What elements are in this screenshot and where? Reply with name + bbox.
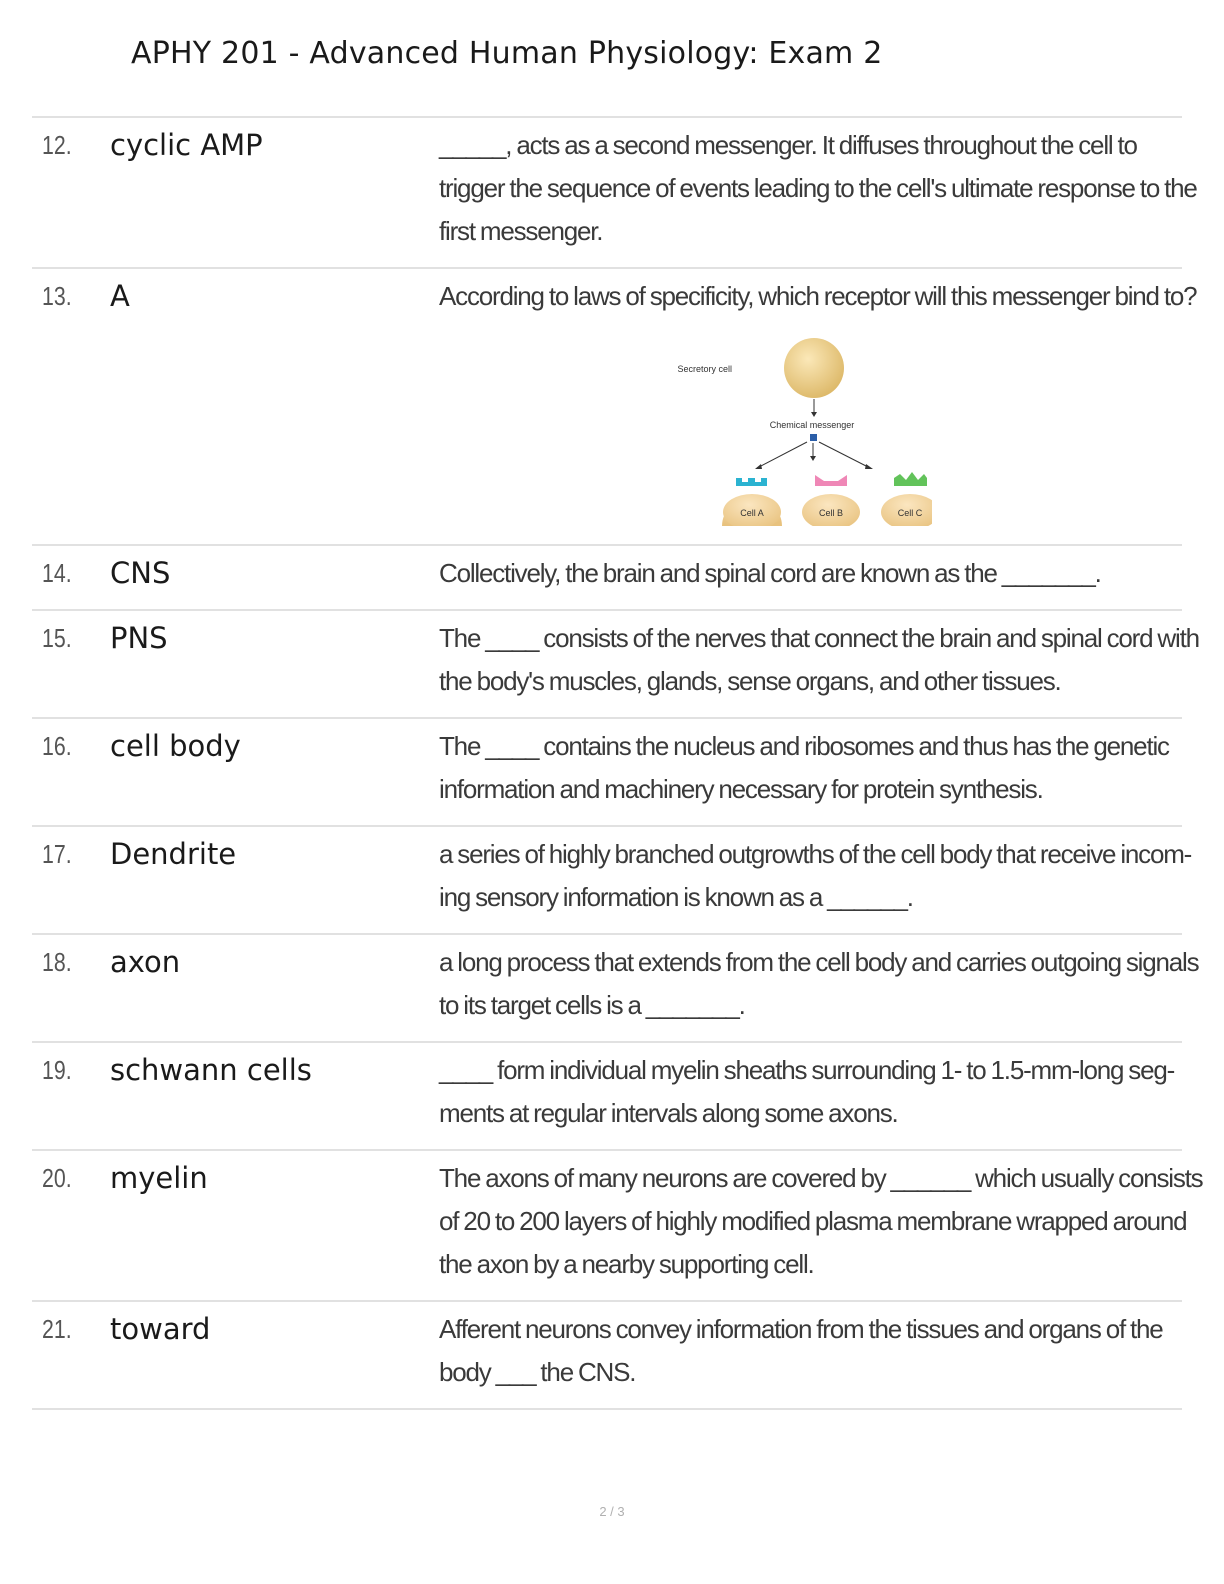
chemical-messenger-label: Chemical messenger	[769, 420, 855, 430]
cell-a-label: Cell A	[740, 508, 764, 518]
item-definition: Collectively, the brain and spinal cord are known as the _______.	[439, 558, 1101, 588]
arrow-head	[865, 464, 873, 469]
item-term: cell body	[110, 729, 241, 763]
page-title: APHY 201 - Advanced Human Physiology: Exam 2	[131, 36, 883, 71]
item-term: schwann cells	[110, 1053, 312, 1087]
cell-c-label: Cell C	[897, 508, 923, 518]
item-number: 17.	[42, 839, 72, 869]
item-definition: a series of highly branched outgrowths of the cell body that receive incom- ing sensory information is known as a ______.	[439, 839, 1192, 912]
item-definition: ____ form individual myelin sheaths surrounding 1- to 1.5-mm-long seg- ments at regular intervals along some axons.	[439, 1055, 1175, 1128]
list-item	[32, 825, 1192, 933]
page-number: 2 / 3	[599, 1504, 625, 1519]
item-definition: _____, acts as a second messenger. It diffuses throughout the cell to trigger the sequence of events leading to the cell's ultimate response to the first messenger.	[439, 130, 1197, 246]
list-item	[32, 609, 1199, 717]
item-number: 12.	[42, 130, 72, 160]
item-definition: According to laws of specificity, which receptor will this messenger bind to?	[439, 281, 1197, 311]
arrow-head	[811, 412, 817, 417]
item-number: 18.	[42, 947, 72, 977]
receptor-c	[894, 472, 927, 486]
item-definition: Afferent neurons convey information from the tissues and organs of the body ___ the CNS.	[439, 1314, 1163, 1387]
item-term: A	[110, 279, 130, 313]
item-definition: a long process that extends from the cell body and carries outgoing signals to its target cells is a _______.	[439, 947, 1199, 1020]
list-item	[32, 267, 1197, 544]
item-term: Dendrite	[110, 837, 237, 871]
cell-b-label: Cell B	[818, 508, 844, 518]
item-number: 16.	[42, 731, 72, 761]
list-item	[32, 116, 1197, 267]
item-number: 19.	[42, 1055, 72, 1085]
list-item	[32, 717, 1182, 825]
arrow-head	[810, 456, 816, 461]
receptor-specificity-figure	[612, 326, 932, 526]
secretory-cell	[784, 338, 844, 398]
arrow-head	[755, 464, 762, 469]
secretory-cell-label: Secretory cell	[677, 364, 732, 374]
item-term: CNS	[110, 556, 171, 590]
item-definition: The ____ consists of the nerves that connect the brain and spinal cord with the body's muscles, glands, sense organs, and other tissues.	[439, 623, 1199, 696]
item-definition: The ____ contains the nucleus and ribosomes and thus has the genetic information and machinery necessary for protein synthesis.	[439, 731, 1169, 804]
item-number: 15.	[42, 623, 72, 653]
receptor-b	[815, 475, 847, 486]
item-number: 21.	[42, 1314, 72, 1344]
item-term: toward	[110, 1312, 211, 1346]
list-item	[32, 1041, 1182, 1149]
flashcard-list	[32, 116, 1203, 1410]
item-term: myelin	[110, 1161, 208, 1195]
item-term: axon	[110, 945, 181, 979]
messenger-molecule	[810, 434, 817, 441]
arrow-to-a	[757, 442, 807, 468]
arrow-to-c	[819, 442, 870, 468]
item-number: 13.	[42, 281, 72, 311]
list-item	[32, 544, 1182, 609]
item-definition: The axons of many neurons are covered by ______ which usually consists of 20 to 200 layers of highly modified plasma membrane wrapped around the axon by a nearby supporting cell.	[439, 1163, 1203, 1279]
item-term: cyclic AMP	[110, 128, 263, 162]
list-item	[32, 1300, 1182, 1410]
item-number: 14.	[42, 558, 72, 588]
list-item	[32, 933, 1199, 1041]
item-number: 20.	[42, 1163, 72, 1193]
list-item	[32, 1149, 1203, 1300]
item-term: PNS	[110, 621, 168, 655]
receptor-a	[736, 478, 767, 486]
